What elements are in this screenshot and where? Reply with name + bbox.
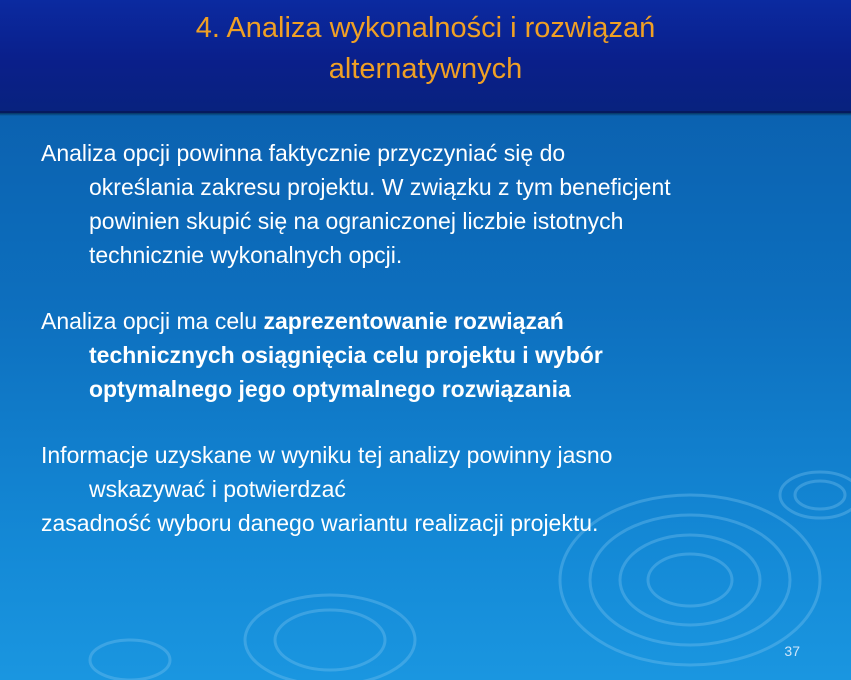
page-number: 37: [784, 643, 800, 659]
slide-title: [20, 8, 831, 90]
paragraph-2-bold-text-3: optymalnego jego optymalnego rozwiązania: [89, 376, 571, 402]
paragraph-1-line-1: Analiza opcji powinna faktycznie przyczyniać się do: [41, 140, 566, 166]
slide-title-line-2: alternatywnych: [328, 53, 523, 85]
paragraph-2-bold-text-2: technicznych osiągnięcia celu projektu i wybór: [89, 342, 603, 368]
paragraph-1-line-2: określania zakresu projektu. W związku z tym beneficjent: [89, 174, 671, 200]
slide-header: [0, 0, 851, 113]
paragraph-3-line-3: zasadność wyboru danego wariantu realizacji projektu.: [41, 510, 599, 536]
paragraph-3: [41, 438, 801, 540]
paragraph-1-line-4: technicznie wykonalnych opcji.: [89, 242, 403, 268]
paragraph-3-line-1: Informacje uzyskane w wyniku tej analizy powinny jasno: [41, 442, 613, 468]
paragraph-2: [41, 304, 801, 406]
paragraph-2-line-1: [41, 304, 801, 338]
paragraph-2-bold-text-1: zaprezentowanie rozwiązań: [263, 308, 564, 334]
paragraph-1-line-3: powinien skupić się na ograniczonej liczbie istotnych: [89, 208, 624, 234]
slide-title-line-1: 4. Analiza wykonalności i rozwiązań: [195, 12, 656, 44]
paragraph-2-lead-text: Analiza opcji ma celu: [41, 308, 264, 334]
paragraph-3-line-2: wskazywać i potwierdzać: [89, 476, 346, 502]
paragraph-1: [41, 136, 801, 272]
